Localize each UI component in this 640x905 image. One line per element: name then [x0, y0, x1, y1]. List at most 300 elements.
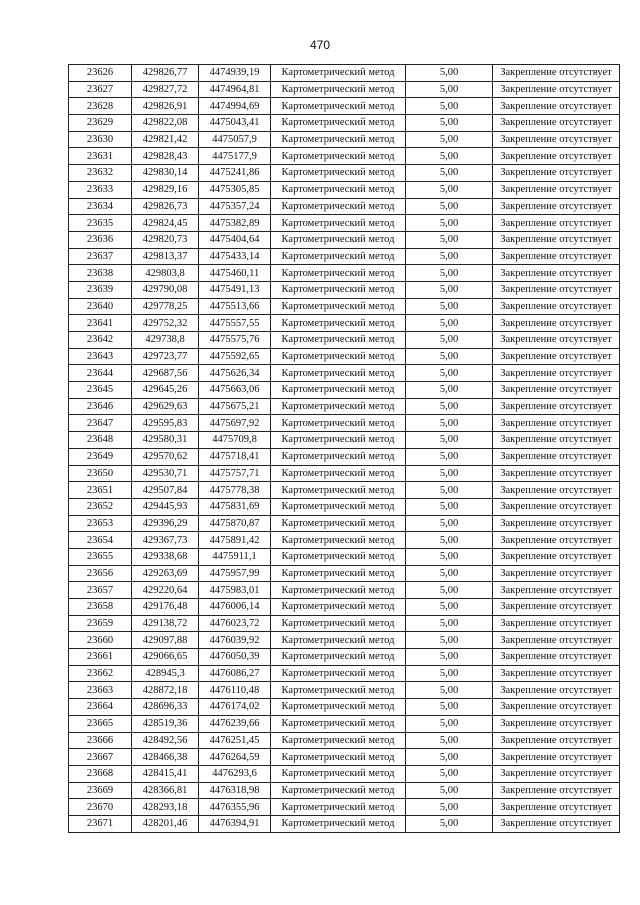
- fixation-cell: Закрепление отсутствует: [493, 782, 620, 799]
- y-coordinate-cell: 4476023,72: [199, 615, 271, 632]
- fixation-cell: Закрепление отсутствует: [493, 749, 620, 766]
- x-coordinate-cell: 429097,88: [132, 632, 199, 649]
- table-row: [69, 482, 620, 499]
- fixation-cell: Закрепление отсутствует: [493, 131, 620, 148]
- x-coordinate-cell: 428945,3: [132, 665, 199, 682]
- x-coordinate-cell: 429687,56: [132, 365, 199, 382]
- accuracy-cell: 5,00: [406, 732, 493, 749]
- x-coordinate-cell: 429820,73: [132, 231, 199, 248]
- point-number-cell: 23669: [69, 782, 132, 799]
- method-cell: Картометрический метод: [271, 198, 406, 215]
- accuracy-cell: 5,00: [406, 365, 493, 382]
- accuracy-cell: 5,00: [406, 198, 493, 215]
- accuracy-cell: 5,00: [406, 515, 493, 532]
- y-coordinate-cell: 4475983,01: [199, 582, 271, 599]
- method-cell: Картометрический метод: [271, 148, 406, 165]
- accuracy-cell: 5,00: [406, 65, 493, 82]
- fixation-cell: Закрепление отсутствует: [493, 715, 620, 732]
- accuracy-cell: 5,00: [406, 465, 493, 482]
- table-row: [69, 382, 620, 399]
- point-number-cell: 23655: [69, 548, 132, 565]
- x-coordinate-cell: 428872,18: [132, 682, 199, 699]
- table-body: [69, 65, 620, 833]
- x-coordinate-cell: 428201,46: [132, 815, 199, 832]
- method-cell: Картометрический метод: [271, 231, 406, 248]
- fixation-cell: Закрепление отсутствует: [493, 548, 620, 565]
- method-cell: Картометрический метод: [271, 131, 406, 148]
- method-cell: Картометрический метод: [271, 281, 406, 298]
- fixation-cell: Закрепление отсутствует: [493, 81, 620, 98]
- y-coordinate-cell: 4475057,9: [199, 131, 271, 148]
- x-coordinate-cell: 429338,68: [132, 548, 199, 565]
- table-row: [69, 365, 620, 382]
- method-cell: Картометрический метод: [271, 699, 406, 716]
- y-coordinate-cell: 4475491,13: [199, 281, 271, 298]
- fixation-cell: Закрепление отсутствует: [493, 448, 620, 465]
- method-cell: Картометрический метод: [271, 615, 406, 632]
- fixation-cell: Закрепление отсутствует: [493, 432, 620, 449]
- fixation-cell: Закрепление отсутствует: [493, 765, 620, 782]
- y-coordinate-cell: 4476239,66: [199, 715, 271, 732]
- accuracy-cell: 5,00: [406, 649, 493, 666]
- accuracy-cell: 5,00: [406, 98, 493, 115]
- y-coordinate-cell: 4475177,9: [199, 148, 271, 165]
- y-coordinate-cell: 4475757,71: [199, 465, 271, 482]
- point-number-cell: 23664: [69, 699, 132, 716]
- fixation-cell: Закрепление отсутствует: [493, 148, 620, 165]
- fixation-cell: Закрепление отсутствует: [493, 65, 620, 82]
- method-cell: Картометрический метод: [271, 315, 406, 332]
- table-row: [69, 665, 620, 682]
- y-coordinate-cell: 4475663,06: [199, 382, 271, 399]
- method-cell: Картометрический метод: [271, 782, 406, 799]
- accuracy-cell: 5,00: [406, 215, 493, 232]
- accuracy-cell: 5,00: [406, 348, 493, 365]
- accuracy-cell: 5,00: [406, 181, 493, 198]
- x-coordinate-cell: 429530,71: [132, 465, 199, 482]
- accuracy-cell: 5,00: [406, 432, 493, 449]
- fixation-cell: Закрепление отсутствует: [493, 382, 620, 399]
- fixation-cell: Закрепление отсутствует: [493, 281, 620, 298]
- y-coordinate-cell: 4475592,65: [199, 348, 271, 365]
- y-coordinate-cell: 4475460,11: [199, 265, 271, 282]
- accuracy-cell: 5,00: [406, 298, 493, 315]
- method-cell: Картометрический метод: [271, 415, 406, 432]
- x-coordinate-cell: 429645,26: [132, 382, 199, 399]
- method-cell: Картометрический метод: [271, 432, 406, 449]
- fixation-cell: Закрепление отсутствует: [493, 315, 620, 332]
- point-number-cell: 23665: [69, 715, 132, 732]
- x-coordinate-cell: 429752,32: [132, 315, 199, 332]
- x-coordinate-cell: 429821,42: [132, 131, 199, 148]
- accuracy-cell: 5,00: [406, 599, 493, 616]
- accuracy-cell: 5,00: [406, 715, 493, 732]
- x-coordinate-cell: 429396,29: [132, 515, 199, 532]
- point-number-cell: 23650: [69, 465, 132, 482]
- y-coordinate-cell: 4476318,98: [199, 782, 271, 799]
- y-coordinate-cell: 4475957,99: [199, 565, 271, 582]
- accuracy-cell: 5,00: [406, 115, 493, 132]
- fixation-cell: Закрепление отсутствует: [493, 298, 620, 315]
- point-number-cell: 23638: [69, 265, 132, 282]
- x-coordinate-cell: 429822,08: [132, 115, 199, 132]
- y-coordinate-cell: 4476293,6: [199, 765, 271, 782]
- y-coordinate-cell: 4475241,86: [199, 165, 271, 182]
- fixation-cell: Закрепление отсутствует: [493, 682, 620, 699]
- point-number-cell: 23626: [69, 65, 132, 82]
- method-cell: Картометрический метод: [271, 265, 406, 282]
- fixation-cell: Закрепление отсутствует: [493, 231, 620, 248]
- method-cell: Картометрический метод: [271, 682, 406, 699]
- accuracy-cell: 5,00: [406, 382, 493, 399]
- fixation-cell: Закрепление отсутствует: [493, 498, 620, 515]
- fixation-cell: Закрепление отсутствует: [493, 632, 620, 649]
- page-number: 470: [309, 38, 331, 52]
- x-coordinate-cell: 429830,14: [132, 165, 199, 182]
- table-row: [69, 165, 620, 182]
- x-coordinate-cell: 429778,25: [132, 298, 199, 315]
- point-number-cell: 23633: [69, 181, 132, 198]
- accuracy-cell: 5,00: [406, 749, 493, 766]
- x-coordinate-cell: 429826,73: [132, 198, 199, 215]
- point-number-cell: 23668: [69, 765, 132, 782]
- point-number-cell: 23658: [69, 599, 132, 616]
- y-coordinate-cell: 4475382,89: [199, 215, 271, 232]
- method-cell: Картометрический метод: [271, 98, 406, 115]
- accuracy-cell: 5,00: [406, 131, 493, 148]
- point-number-cell: 23643: [69, 348, 132, 365]
- x-coordinate-cell: 429220,64: [132, 582, 199, 599]
- method-cell: Картометрический метод: [271, 398, 406, 415]
- point-number-cell: 23635: [69, 215, 132, 232]
- y-coordinate-cell: 4476264,59: [199, 749, 271, 766]
- accuracy-cell: 5,00: [406, 765, 493, 782]
- method-cell: Картометрический метод: [271, 382, 406, 399]
- y-coordinate-cell: 4475831,69: [199, 498, 271, 515]
- point-number-cell: 23628: [69, 98, 132, 115]
- y-coordinate-cell: 4474939,19: [199, 65, 271, 82]
- accuracy-cell: 5,00: [406, 148, 493, 165]
- table-row: [69, 131, 620, 148]
- accuracy-cell: 5,00: [406, 532, 493, 549]
- fixation-cell: Закрепление отсутствует: [493, 649, 620, 666]
- accuracy-cell: 5,00: [406, 582, 493, 599]
- accuracy-cell: 5,00: [406, 565, 493, 582]
- y-coordinate-cell: 4475433,14: [199, 248, 271, 265]
- method-cell: Картометрический метод: [271, 815, 406, 832]
- method-cell: Картометрический метод: [271, 498, 406, 515]
- accuracy-cell: 5,00: [406, 281, 493, 298]
- point-number-cell: 23641: [69, 315, 132, 332]
- x-coordinate-cell: 429263,69: [132, 565, 199, 582]
- fixation-cell: Закрепление отсутствует: [493, 115, 620, 132]
- fixation-cell: Закрепление отсутствует: [493, 515, 620, 532]
- method-cell: Картометрический метод: [271, 298, 406, 315]
- method-cell: Картометрический метод: [271, 81, 406, 98]
- accuracy-cell: 5,00: [406, 332, 493, 349]
- x-coordinate-cell: 428492,56: [132, 732, 199, 749]
- fixation-cell: Закрепление отсутствует: [493, 582, 620, 599]
- accuracy-cell: 5,00: [406, 632, 493, 649]
- table-row: [69, 415, 620, 432]
- table-row: [69, 615, 620, 632]
- accuracy-cell: 5,00: [406, 315, 493, 332]
- fixation-cell: Закрепление отсутствует: [493, 699, 620, 716]
- fixation-cell: Закрепление отсутствует: [493, 599, 620, 616]
- point-number-cell: 23654: [69, 532, 132, 549]
- method-cell: Картометрический метод: [271, 365, 406, 382]
- accuracy-cell: 5,00: [406, 665, 493, 682]
- x-coordinate-cell: 428293,18: [132, 799, 199, 816]
- fixation-cell: Закрепление отсутствует: [493, 815, 620, 832]
- method-cell: Картометрический метод: [271, 515, 406, 532]
- table-row: [69, 315, 620, 332]
- y-coordinate-cell: 4475626,34: [199, 365, 271, 382]
- table-row: [69, 799, 620, 816]
- x-coordinate-cell: 429813,37: [132, 248, 199, 265]
- point-number-cell: 23647: [69, 415, 132, 432]
- fixation-cell: Закрепление отсутствует: [493, 398, 620, 415]
- y-coordinate-cell: 4475675,21: [199, 398, 271, 415]
- method-cell: Картометрический метод: [271, 749, 406, 766]
- accuracy-cell: 5,00: [406, 799, 493, 816]
- x-coordinate-cell: 428519,36: [132, 715, 199, 732]
- accuracy-cell: 5,00: [406, 248, 493, 265]
- table-row: [69, 398, 620, 415]
- x-coordinate-cell: 429176,48: [132, 599, 199, 616]
- y-coordinate-cell: 4476110,48: [199, 682, 271, 699]
- table-row: [69, 248, 620, 265]
- fixation-cell: Закрепление отсутствует: [493, 482, 620, 499]
- method-cell: Картометрический метод: [271, 348, 406, 365]
- table-row: [69, 815, 620, 832]
- point-number-cell: 23659: [69, 615, 132, 632]
- x-coordinate-cell: 429066,65: [132, 649, 199, 666]
- y-coordinate-cell: 4475557,55: [199, 315, 271, 332]
- point-number-cell: 23660: [69, 632, 132, 649]
- point-number-cell: 23646: [69, 398, 132, 415]
- fixation-cell: Закрепление отсутствует: [493, 248, 620, 265]
- table-row: [69, 98, 620, 115]
- table-row: [69, 765, 620, 782]
- accuracy-cell: 5,00: [406, 265, 493, 282]
- method-cell: Картометрический метод: [271, 649, 406, 666]
- table-row: [69, 548, 620, 565]
- fixation-cell: Закрепление отсутствует: [493, 732, 620, 749]
- x-coordinate-cell: 429827,72: [132, 81, 199, 98]
- x-coordinate-cell: 428415,41: [132, 765, 199, 782]
- y-coordinate-cell: 4475870,87: [199, 515, 271, 532]
- table-row: [69, 699, 620, 716]
- point-number-cell: 23634: [69, 198, 132, 215]
- table-row: [69, 582, 620, 599]
- table-row: [69, 599, 620, 616]
- fixation-cell: Закрепление отсутствует: [493, 415, 620, 432]
- y-coordinate-cell: 4475718,41: [199, 448, 271, 465]
- method-cell: Картометрический метод: [271, 448, 406, 465]
- x-coordinate-cell: 429507,84: [132, 482, 199, 499]
- x-coordinate-cell: 429738,8: [132, 332, 199, 349]
- fixation-cell: Закрепление отсутствует: [493, 799, 620, 816]
- accuracy-cell: 5,00: [406, 699, 493, 716]
- y-coordinate-cell: 4475911,1: [199, 548, 271, 565]
- accuracy-cell: 5,00: [406, 548, 493, 565]
- point-number-cell: 23651: [69, 482, 132, 499]
- x-coordinate-cell: 429826,77: [132, 65, 199, 82]
- table-row: [69, 115, 620, 132]
- x-coordinate-cell: 428366,81: [132, 782, 199, 799]
- fixation-cell: Закрепление отсутствует: [493, 365, 620, 382]
- table-row: [69, 65, 620, 82]
- point-number-cell: 23630: [69, 131, 132, 148]
- x-coordinate-cell: 428466,38: [132, 749, 199, 766]
- fixation-cell: Закрепление отсутствует: [493, 215, 620, 232]
- method-cell: Картометрический метод: [271, 115, 406, 132]
- table-row: [69, 465, 620, 482]
- table-row: [69, 682, 620, 699]
- y-coordinate-cell: 4475043,41: [199, 115, 271, 132]
- table-row: [69, 532, 620, 549]
- y-coordinate-cell: 4475891,42: [199, 532, 271, 549]
- method-cell: Картометрический метод: [271, 215, 406, 232]
- fixation-cell: Закрепление отсутствует: [493, 165, 620, 182]
- fixation-cell: Закрепление отсутствует: [493, 615, 620, 632]
- point-number-cell: 23663: [69, 682, 132, 699]
- method-cell: Картометрический метод: [271, 65, 406, 82]
- method-cell: Картометрический метод: [271, 732, 406, 749]
- x-coordinate-cell: 429824,45: [132, 215, 199, 232]
- point-number-cell: 23652: [69, 498, 132, 515]
- table-row: [69, 515, 620, 532]
- point-number-cell: 23639: [69, 281, 132, 298]
- point-number-cell: 23637: [69, 248, 132, 265]
- point-number-cell: 23632: [69, 165, 132, 182]
- table-row: [69, 281, 620, 298]
- fixation-cell: Закрепление отсутствует: [493, 465, 620, 482]
- table-row: [69, 632, 620, 649]
- y-coordinate-cell: 4476394,91: [199, 815, 271, 832]
- x-coordinate-cell: 429629,63: [132, 398, 199, 415]
- x-coordinate-cell: 429828,43: [132, 148, 199, 165]
- y-coordinate-cell: 4476006,14: [199, 599, 271, 616]
- x-coordinate-cell: 429829,16: [132, 181, 199, 198]
- table-row: [69, 732, 620, 749]
- x-coordinate-cell: 429367,73: [132, 532, 199, 549]
- fixation-cell: Закрепление отсутствует: [493, 98, 620, 115]
- table-row: [69, 198, 620, 215]
- method-cell: Картометрический метод: [271, 765, 406, 782]
- y-coordinate-cell: 4475575,76: [199, 332, 271, 349]
- y-coordinate-cell: 4476050,39: [199, 649, 271, 666]
- accuracy-cell: 5,00: [406, 682, 493, 699]
- fixation-cell: Закрепление отсутствует: [493, 181, 620, 198]
- table-row: [69, 148, 620, 165]
- fixation-cell: Закрепление отсутствует: [493, 665, 620, 682]
- table-row: [69, 231, 620, 248]
- point-number-cell: 23653: [69, 515, 132, 532]
- method-cell: Картометрический метод: [271, 799, 406, 816]
- accuracy-cell: 5,00: [406, 415, 493, 432]
- coordinates-table: [68, 64, 620, 833]
- y-coordinate-cell: 4475778,38: [199, 482, 271, 499]
- y-coordinate-cell: 4475305,85: [199, 181, 271, 198]
- point-number-cell: 23629: [69, 115, 132, 132]
- point-number-cell: 23667: [69, 749, 132, 766]
- method-cell: Картометрический метод: [271, 332, 406, 349]
- method-cell: Картометрический метод: [271, 482, 406, 499]
- y-coordinate-cell: 4475709,8: [199, 432, 271, 449]
- y-coordinate-cell: 4474964,81: [199, 81, 271, 98]
- point-number-cell: 23627: [69, 81, 132, 98]
- point-number-cell: 23661: [69, 649, 132, 666]
- x-coordinate-cell: 429138,72: [132, 615, 199, 632]
- table-row: [69, 348, 620, 365]
- table-row: [69, 298, 620, 315]
- method-cell: Картометрический метод: [271, 715, 406, 732]
- table-row: [69, 265, 620, 282]
- y-coordinate-cell: 4475357,24: [199, 198, 271, 215]
- x-coordinate-cell: 429580,31: [132, 432, 199, 449]
- x-coordinate-cell: 429723,77: [132, 348, 199, 365]
- method-cell: Картометрический метод: [271, 548, 406, 565]
- table-row: [69, 715, 620, 732]
- y-coordinate-cell: 4475404,64: [199, 231, 271, 248]
- accuracy-cell: 5,00: [406, 398, 493, 415]
- point-number-cell: 23636: [69, 231, 132, 248]
- point-number-cell: 23631: [69, 148, 132, 165]
- y-coordinate-cell: 4476251,45: [199, 732, 271, 749]
- table-row: [69, 749, 620, 766]
- fixation-cell: Закрепление отсутствует: [493, 532, 620, 549]
- table-row: [69, 332, 620, 349]
- y-coordinate-cell: 4476086,27: [199, 665, 271, 682]
- x-coordinate-cell: 428696,33: [132, 699, 199, 716]
- point-number-cell: 23657: [69, 582, 132, 599]
- method-cell: Картометрический метод: [271, 465, 406, 482]
- x-coordinate-cell: 429826,91: [132, 98, 199, 115]
- table-row: [69, 215, 620, 232]
- point-number-cell: 23640: [69, 298, 132, 315]
- x-coordinate-cell: 429445,93: [132, 498, 199, 515]
- table-row: [69, 565, 620, 582]
- table-row: [69, 498, 620, 515]
- method-cell: Картометрический метод: [271, 181, 406, 198]
- table-row: [69, 782, 620, 799]
- method-cell: Картометрический метод: [271, 532, 406, 549]
- point-number-cell: 23666: [69, 732, 132, 749]
- y-coordinate-cell: 4476174,02: [199, 699, 271, 716]
- accuracy-cell: 5,00: [406, 448, 493, 465]
- x-coordinate-cell: 429803,8: [132, 265, 199, 282]
- table-row: [69, 81, 620, 98]
- accuracy-cell: 5,00: [406, 482, 493, 499]
- point-number-cell: 23656: [69, 565, 132, 582]
- method-cell: Картометрический метод: [271, 165, 406, 182]
- table-row: [69, 448, 620, 465]
- y-coordinate-cell: 4476355,96: [199, 799, 271, 816]
- y-coordinate-cell: 4475697,92: [199, 415, 271, 432]
- point-number-cell: 23648: [69, 432, 132, 449]
- point-number-cell: 23645: [69, 382, 132, 399]
- y-coordinate-cell: 4475513,66: [199, 298, 271, 315]
- accuracy-cell: 5,00: [406, 815, 493, 832]
- method-cell: Картометрический метод: [271, 582, 406, 599]
- x-coordinate-cell: 429790,08: [132, 281, 199, 298]
- table-row: [69, 432, 620, 449]
- table-row: [69, 181, 620, 198]
- point-number-cell: 23671: [69, 815, 132, 832]
- accuracy-cell: 5,00: [406, 615, 493, 632]
